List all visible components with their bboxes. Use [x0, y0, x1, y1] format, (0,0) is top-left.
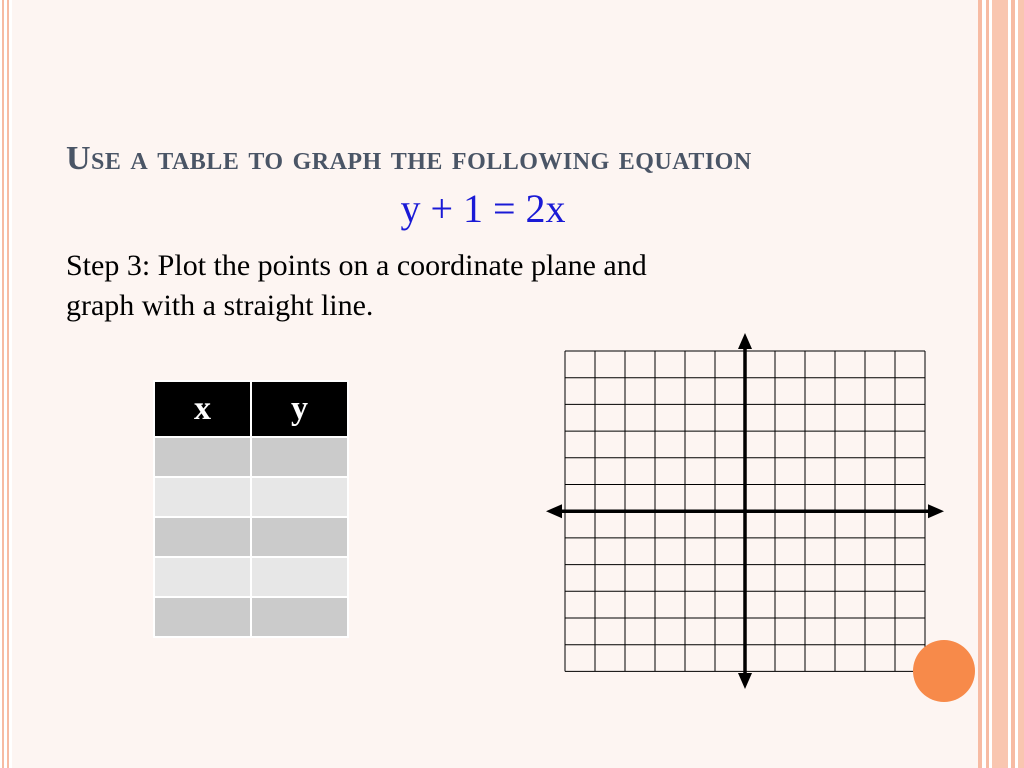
table-row — [154, 477, 348, 517]
left-frame-decoration — [0, 0, 12, 768]
step-line-2: graph with a straight line. — [66, 289, 374, 322]
slide-title: Use a table to graph the following equation — [66, 140, 752, 177]
table-cell-y[interactable] — [251, 517, 348, 557]
header-x: x — [154, 381, 251, 437]
xy-table — [153, 380, 349, 638]
coordinate-plane[interactable] — [540, 330, 950, 697]
header-y: y — [251, 381, 348, 437]
y-axis-up-arrow — [738, 333, 752, 349]
x-axis-left-arrow — [546, 504, 562, 518]
x-axis-right-arrow — [928, 504, 944, 518]
table-cell-x[interactable] — [154, 557, 251, 597]
right-frame-decoration — [978, 0, 1024, 768]
table-cell-x[interactable] — [154, 597, 251, 637]
decorative-orange-circle — [913, 640, 975, 702]
table-cell-x[interactable] — [154, 437, 251, 477]
table-cell-y[interactable] — [251, 437, 348, 477]
table-cell-y[interactable] — [251, 597, 348, 637]
coordinate-grid[interactable] — [540, 330, 950, 692]
table-row — [154, 557, 348, 597]
table-cell-y[interactable] — [251, 557, 348, 597]
y-axis-down-arrow — [738, 673, 752, 689]
table-cell-x[interactable] — [154, 517, 251, 557]
table-row — [154, 437, 348, 477]
table-row — [154, 517, 348, 557]
table-header-row — [154, 381, 348, 437]
equation: y + 1 = 2x — [400, 186, 566, 231]
table-cell-y[interactable] — [251, 477, 348, 517]
step-line-1: Step 3: Plot the points on a coordinate plane and — [66, 249, 647, 282]
step-instruction — [66, 246, 866, 326]
table-cell-x[interactable] — [154, 477, 251, 517]
table-row — [154, 597, 348, 637]
